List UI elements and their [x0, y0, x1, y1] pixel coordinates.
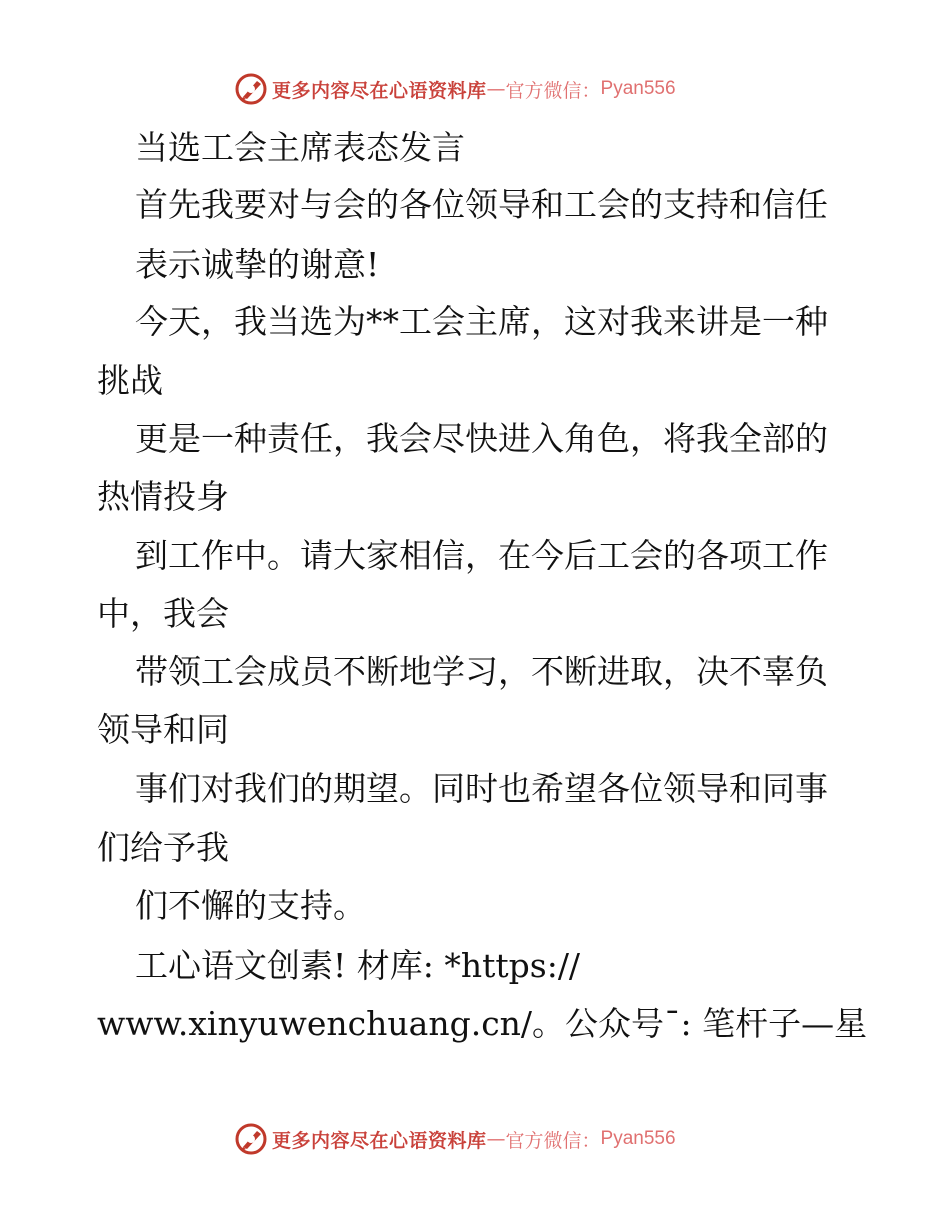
header-watermark-banner — [234, 72, 676, 106]
footer-watermark-banner — [234, 1122, 676, 1156]
banner-wechat-id: Pyan556 — [600, 78, 676, 99]
pen-circle-logo-icon — [234, 1122, 268, 1156]
text-line: 领导和同 — [97, 710, 229, 749]
text-line: 首先我要对与会的各位领导和工会的支持和信任 — [135, 185, 828, 224]
text-line: 工心语文创素! 材库: *https:// — [135, 946, 581, 985]
banner-separator: — — [486, 1128, 506, 1150]
text-line: 挑战 — [97, 361, 163, 400]
banner-wechat-id: Pyan556 — [600, 1128, 676, 1149]
text-line: 今天，我当选为**工会主席，这对我来讲是一种 — [135, 302, 828, 341]
text-line: 到工作中。请大家相信，在今后工会的各项工作 — [135, 536, 828, 575]
document-title: 当选工会主席表态发言 — [135, 128, 465, 167]
text-line: 带领工会成员不断地学习，不断进取，决不辜负 — [135, 652, 828, 691]
text-line: 表示诚挚的谢意! — [135, 245, 380, 284]
banner-wechat-label: 官方微信： — [505, 1129, 601, 1152]
text-line: 们不懈的支持。 — [135, 886, 366, 925]
text-line: www.xinyuwenchuang.cn/。公众号¯: 笔杆子—星 — [97, 1004, 868, 1043]
text-line: 中，我会 — [97, 594, 229, 633]
banner-main-text: 更多内容尽在心语资料库 — [272, 1129, 487, 1152]
text-line: 们给予我 — [97, 828, 229, 867]
text-line: 热情投身 — [97, 477, 229, 516]
banner-separator: — — [486, 78, 506, 100]
text-line: 事们对我们的期望。同时也希望各位领导和同事 — [135, 769, 828, 808]
banner-wechat-label: 官方微信： — [505, 79, 601, 102]
banner-main-text: 更多内容尽在心语资料库 — [272, 79, 487, 102]
text-line: 更是一种责任，我会尽快进入角色，将我全部的 — [135, 419, 828, 458]
pen-circle-logo-icon — [234, 72, 268, 106]
